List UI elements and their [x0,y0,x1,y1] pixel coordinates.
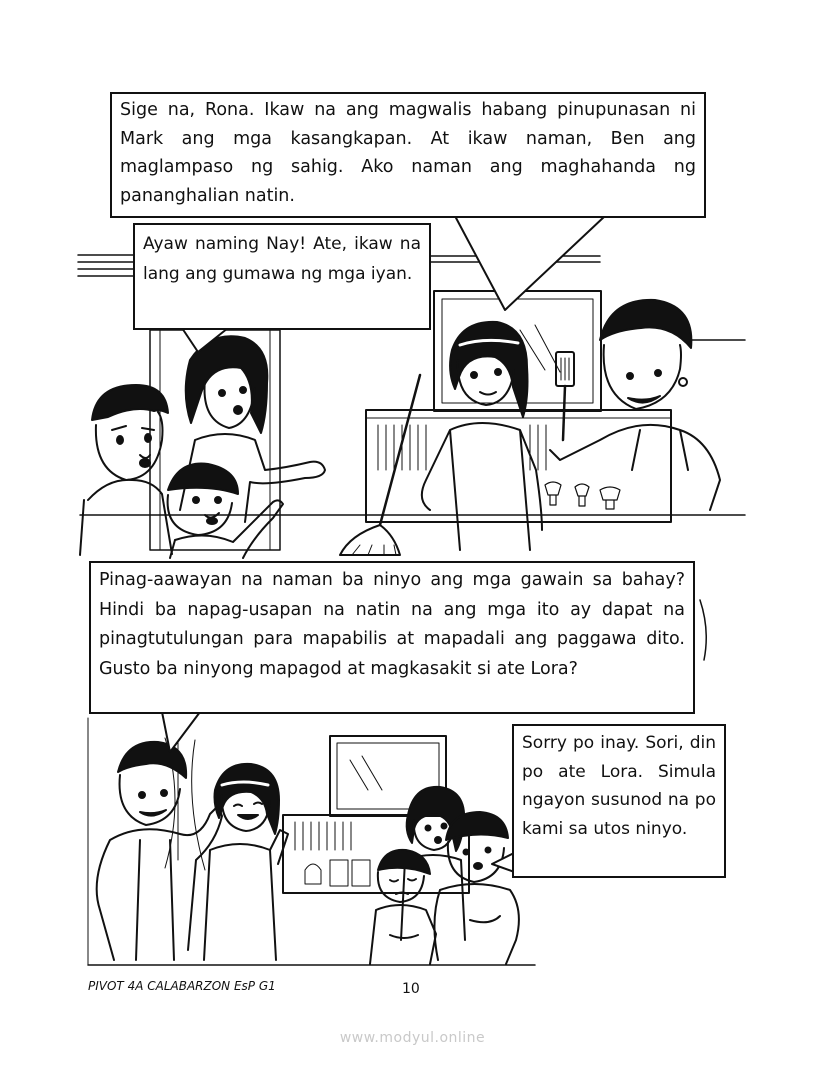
boy-ben-figure-bottom [434,812,518,964]
speech-text-children-refusal: Ayaw naming Nay! Ate, ikaw na lang ang gumawa ng mga iyan. [143,234,421,284]
speech-bubble-children-refusal [133,223,431,330]
speech-text-mother-scolding: Pinag-aawayan na naman ba ninyo ang mga gawain sa bahay? Hindi ba napag-usapan na natin na ang mga ito ay dapat na pinagtutulungan para mapabilis at mapadali ang paggawa dito. Gusto ba ninyong mapagod at magkasakit si ate Lora? [99,570,685,679]
dress-edge [700,600,706,660]
speech-text-mother-instruction: Sige na, Rona. Ikaw na ang magwalis habang pinupunasan ni Mark ang mga kasangkapan. At ikaw naman, Ben ang maglampaso ng sahig. Ako naman ang maghahanda ng pananghalian natin. [120,100,696,206]
module-label: PIVOT 4A CALABARZON EsP G1 [88,979,276,993]
girl-rona-figure [180,336,325,522]
girl-lora-figure-bottom [204,764,288,960]
boy-ben-figure [80,385,172,555]
speech-bubble-mother-scolding [89,561,695,714]
speech-text-children-apology: Sorry po inay. Sori, din po ate Lora. Simula ngayon susunod na po kami sa utos ninyo. [522,733,716,839]
speech-bubble-mother-instruction [110,92,706,218]
boy-mark-figure [168,464,283,558]
watermark-text: www.modyul.online [339,1030,486,1046]
mother-figure-top [550,300,720,510]
girl-lora-figure [340,322,542,555]
page-number: 10 [402,981,420,997]
speech-bubble-children-apology [512,724,726,878]
bubble-tail-mother-top [455,216,605,310]
mother-figure-bottom [97,742,222,960]
